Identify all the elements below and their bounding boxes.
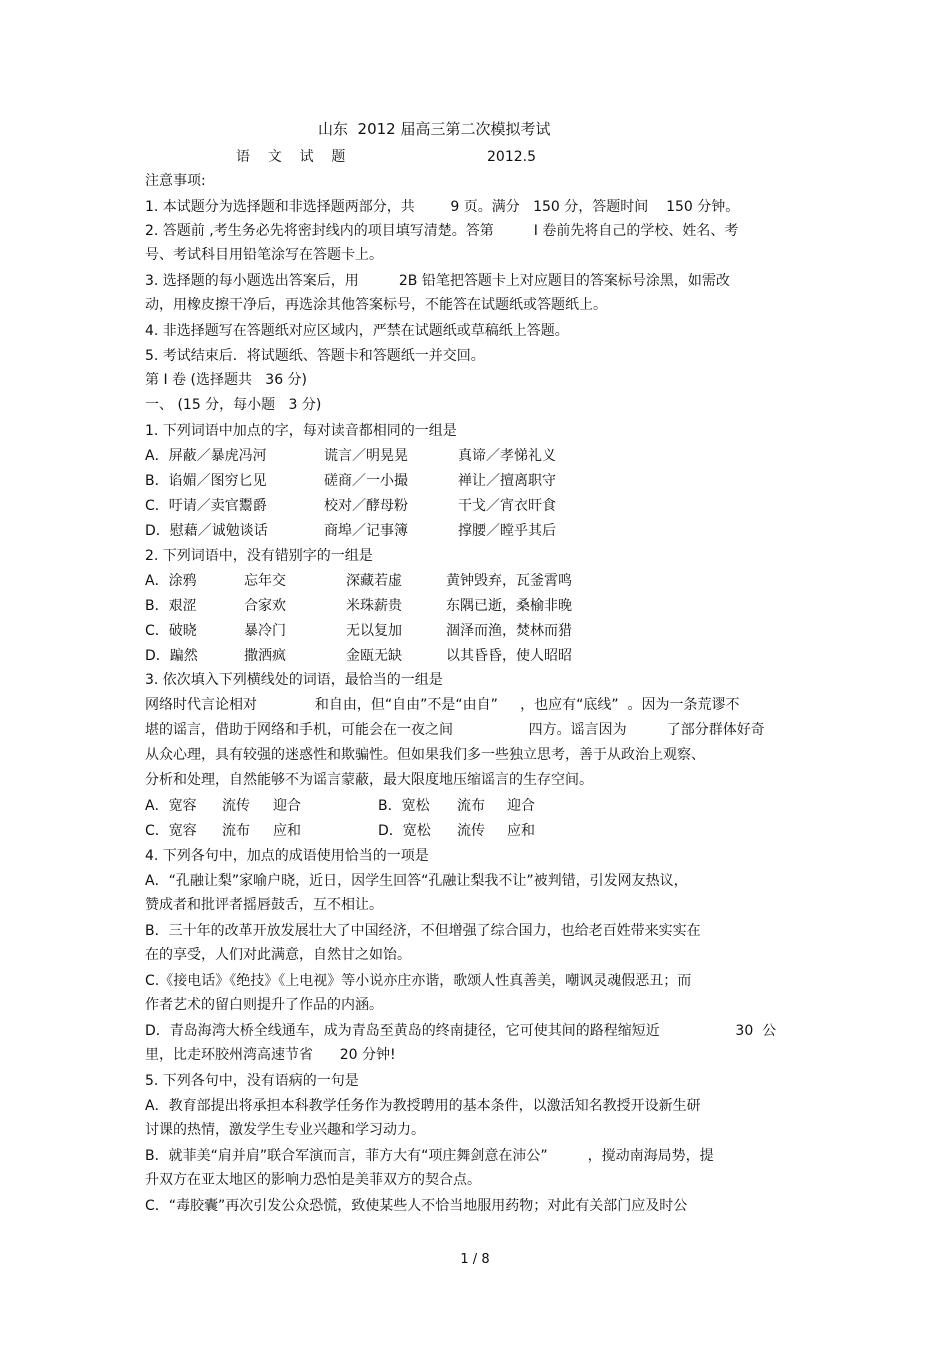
- section-heading: 第 I 卷 (选择题共 36 分): [145, 372, 308, 388]
- subject-title: 语 文 试 题: [236, 149, 346, 165]
- q2-option-c-1: C．破晓: [145, 623, 197, 639]
- q3-option-a-1: A．宽容: [145, 798, 197, 814]
- q2-option-d-1: D．蹁然: [145, 648, 198, 664]
- q5-line: C．“毒胶囊”再次引发公众恐慌，致使某些人不恰当地服用药物；对此有关部门应及时公: [145, 1198, 688, 1214]
- q1-option-b-1: B．谄媚／图穷匕见: [145, 473, 267, 489]
- question-stem: 1. 下列词语中加点的字，每对读音都相同的一组是: [145, 423, 457, 439]
- q1-option-a-3: 真谛／孝悌礼义: [458, 448, 556, 464]
- passage-line: 从众心理，具有较强的迷惑性和欺骗性。但如果我们多一些独立思考，善于从政治上观察、: [145, 747, 705, 763]
- q1-option-b-2: 磋商／一小撮: [324, 473, 408, 489]
- q1-option-d-3: 撑腰／瞠乎其后: [458, 523, 556, 539]
- notice-line: 号、考试科目用铅笔涂写在答题卡上。: [145, 247, 383, 263]
- q2-option-d-4: 以其昏昏，使人昭昭: [446, 648, 572, 664]
- q4-line: 在的享受，人们对此满意，自然甘之如饴。: [145, 947, 411, 963]
- notice-heading: 注意事项:: [145, 173, 206, 189]
- q3-option-d-2: 流传: [457, 823, 485, 839]
- passage-line: 堪的谣言，借助于网络和手机，可能会在一夜之间 四方。谣言因为 了部分群体好奇: [145, 722, 765, 738]
- q2-option-b-1: B．艰涩: [145, 598, 197, 614]
- q4-line: 里，比走环胶州湾高速节省 20 分钟!: [145, 1047, 396, 1063]
- q1-option-c-1: C．吁请／卖官鬻爵: [145, 498, 267, 514]
- question-stem: 5. 下列各句中，没有语病的一句是: [145, 1073, 359, 1089]
- q5-line: 升双方在亚太地区的影响力恐怕是美菲双方的契合点。: [145, 1172, 481, 1188]
- q3-option-c-3: 应和: [273, 823, 301, 839]
- exam-title: 山东 2012 届高三第二次模拟考试: [318, 120, 551, 138]
- q1-option-d-1: D．慰藉／诚勉谈话: [145, 523, 268, 539]
- q5-line: B．就菲美“肩并肩”联合军演而言，菲方大有“项庄舞剑意在沛公” ，搅动南海局势，提: [145, 1148, 714, 1164]
- q3-option-d-1: D．宽松: [378, 823, 431, 839]
- q2-option-a-1: A．涂鸦: [145, 573, 197, 589]
- q2-option-c-4: 涸泽而渔，焚林而猎: [446, 623, 572, 639]
- notice-line: 1. 本试题分为选择题和非选择题两部分，共 9 页。满分 150 分，答题时间 150 分钟。: [145, 199, 740, 215]
- q2-option-b-3: 米珠薪贵: [346, 598, 402, 614]
- notice-line: 2. 答题前 ,考生务必先将密封线内的项目填写清楚。答第 I 卷前先将自己的学校、姓名、考: [145, 223, 739, 239]
- question-stem: 4. 下列各句中，加点的成语使用恰当的一项是: [145, 848, 429, 864]
- q4-line: D．青岛海湾大桥全线通车，成为青岛至黄岛的终南捷径，它可使其间的路程缩短近 30 公: [145, 1023, 777, 1039]
- q1-option-c-2: 校对／酵母粉: [324, 498, 408, 514]
- q3-option-b-2: 流布: [457, 798, 485, 814]
- notice-line: 3. 选择题的每小题选出答案后，用 2B 铅笔把答题卡上对应题目的答案标号涂黑，如需改: [145, 273, 730, 289]
- q3-option-d-3: 应和: [507, 823, 535, 839]
- q4-line: C.《接电话》《绝技》《上电视》等小说亦庄亦谐，歌颂人性真善美，嘲讽灵魂假恶丑；而: [145, 973, 692, 989]
- q2-option-c-3: 无以复加: [346, 623, 402, 639]
- q3-option-b-3: 迎合: [507, 798, 535, 814]
- q1-option-a-2: 谎言／明晃晃: [324, 448, 408, 464]
- exam-date: 2012.5: [487, 149, 536, 165]
- q1-option-d-2: 商埠／记事簿: [324, 523, 408, 539]
- q4-line: 赞成者和批评者摇唇鼓舌，互不相让。: [145, 897, 383, 913]
- q3-option-c-2: 流布: [222, 823, 250, 839]
- q1-option-a-1: A．屏蔽／暴虎冯河: [145, 448, 267, 464]
- notice-line: 动，用橡皮擦干净后，再选涂其他答案标号，不能答在试题纸或答题纸上。: [145, 297, 607, 313]
- q4-line: B．三十年的改革开放发展壮大了中国经济，不但增强了综合国力，也给老百姓带来实实在: [145, 923, 701, 939]
- q3-option-a-2: 流传: [222, 798, 250, 814]
- q4-line: 作者艺术的留白则提升了作品的内涵。: [145, 997, 383, 1013]
- notice-line: 4. 非选择题写在答题纸对应区域内，严禁在试题纸或草稿纸上答题。: [145, 323, 569, 339]
- q2-option-c-2: 暴冷门: [244, 623, 286, 639]
- q5-line: A．教育部提出将承担本科教学任务作为教授聘用的基本条件，以激活知名教授开设新生研: [145, 1098, 701, 1114]
- q3-option-a-3: 迎合: [273, 798, 301, 814]
- question-stem: 3. 依次填入下列横线处的词语，最恰当的一组是: [145, 672, 443, 688]
- q2-option-a-4: 黄钟毁弃，瓦釜霄鸣: [446, 573, 572, 589]
- q5-line: 讨课的热情，激发学生专业兴趣和学习动力。: [145, 1122, 425, 1138]
- q3-option-c-1: C．宽容: [145, 823, 197, 839]
- q3-option-b-1: B．宽松: [378, 798, 430, 814]
- q2-option-a-2: 忘年交: [244, 573, 286, 589]
- notice-line: 5. 考试结束后．将试题纸、答题卡和答题纸一并交回。: [145, 348, 485, 364]
- q2-option-b-4: 东隅已逝，桑榆非晚: [446, 598, 572, 614]
- q2-option-a-3: 深藏若虚: [346, 573, 402, 589]
- q2-option-d-2: 撒洒疯: [244, 648, 286, 664]
- page-number: 1 / 8: [460, 1252, 490, 1267]
- question-stem: 2. 下列词语中，没有错别字的一组是: [145, 548, 373, 564]
- q2-option-d-3: 金瓯无缺: [346, 648, 402, 664]
- q4-line: A．“孔融让梨”家喻户晓，近日，因学生回答“孔融让梨我不让”被判错，引发网友热议，: [145, 873, 688, 889]
- part-heading: 一、 (15 分，每小题 3 分): [145, 397, 322, 413]
- passage-line: 网络时代言论相对 和自由，但“自由”不是“由自” ，也应有“底线” 。因为一条荒谬不: [145, 697, 740, 713]
- q1-option-b-3: 禅让／擅离职守: [458, 473, 556, 489]
- q2-option-b-2: 合家欢: [244, 598, 286, 614]
- passage-line: 分析和处理，自然能够不为谣言蒙蔽，最大限度地压缩谣言的生存空间。: [145, 772, 593, 788]
- q1-option-c-3: 干戈／宵衣旰食: [458, 498, 556, 514]
